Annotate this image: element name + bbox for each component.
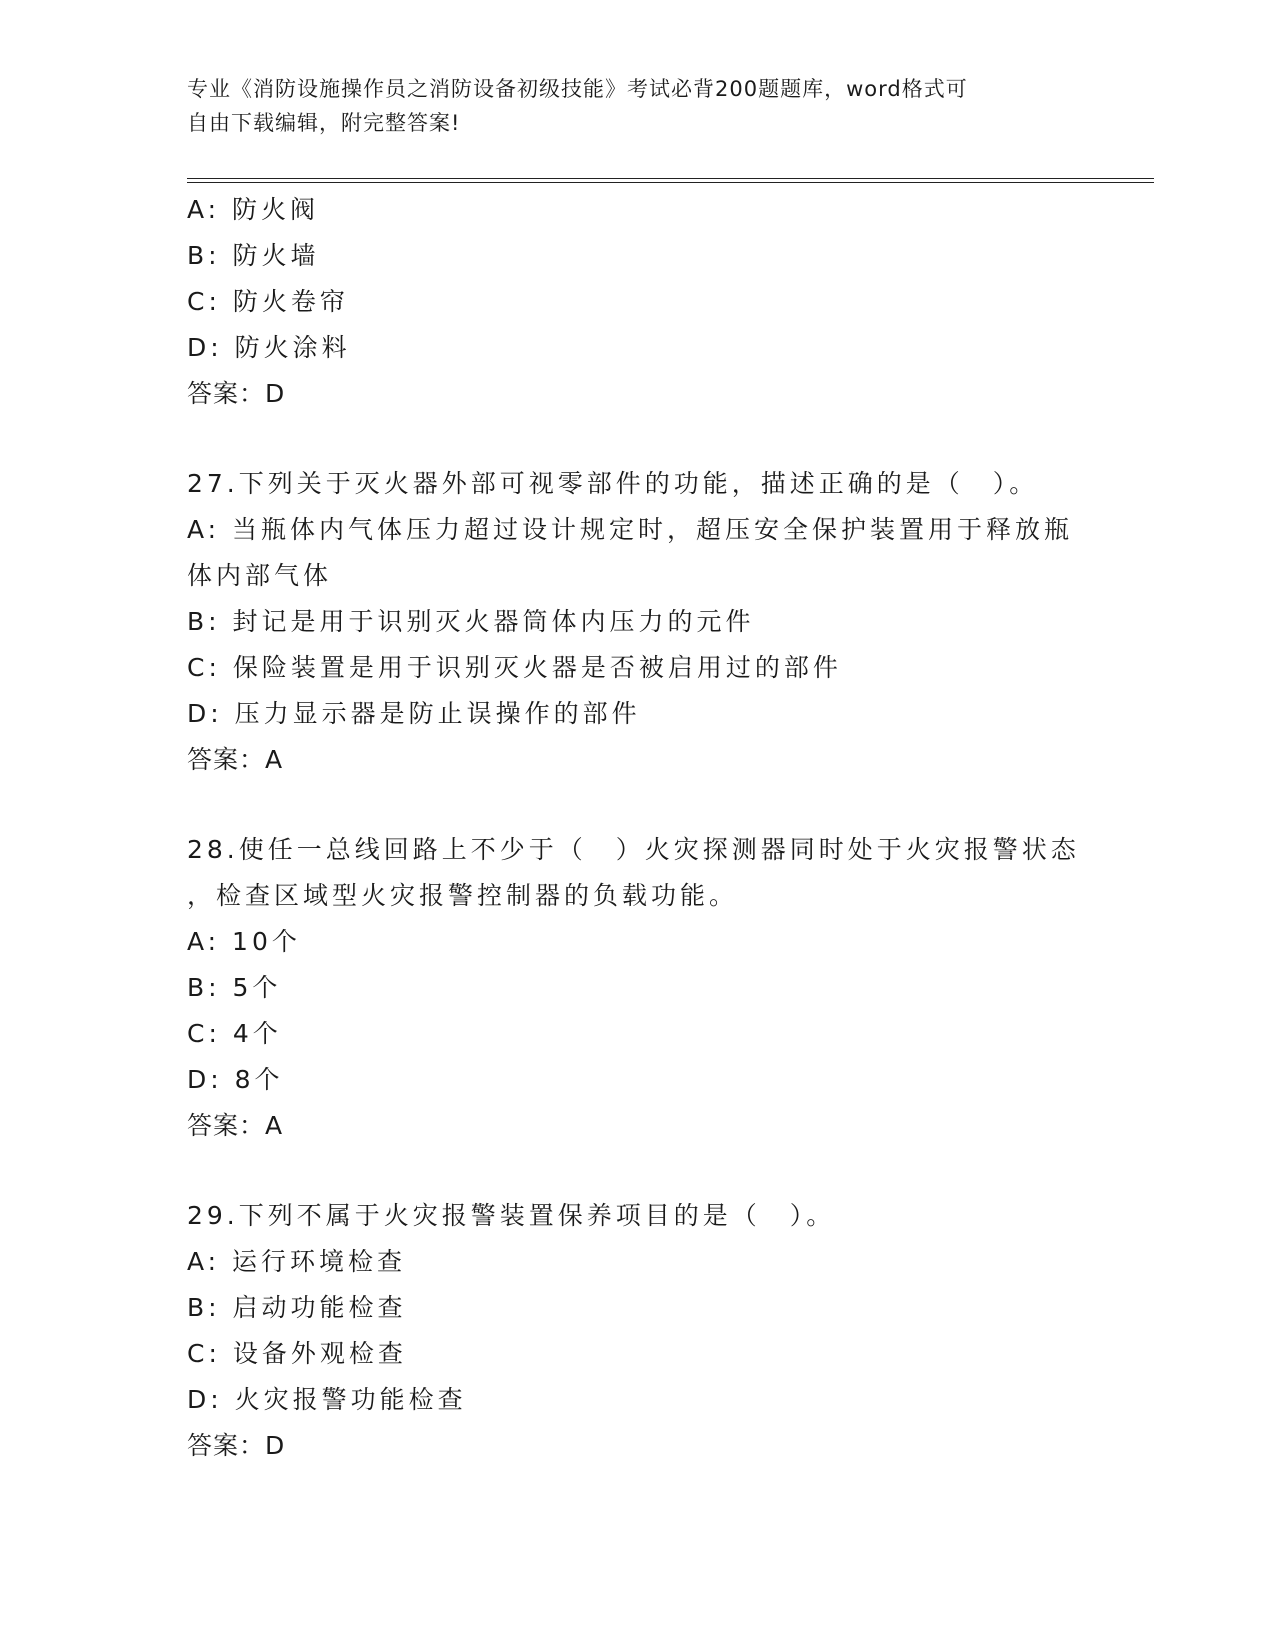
question-27-block bbox=[187, 461, 1077, 783]
header-line-2: 自由下载编辑，附完整答案! bbox=[187, 111, 461, 135]
question-27-stem: 27.下列关于灭火器外部可视零部件的功能，描述正确的是（ ）。 bbox=[187, 469, 1039, 498]
question-29-option-a: A: 运行环境检查 bbox=[187, 1247, 407, 1276]
question-28-answer: 答案：A bbox=[187, 1111, 284, 1140]
question-28-option-c: C: 4个 bbox=[187, 1019, 282, 1048]
question-29-option-c: C: 设备外观检查 bbox=[187, 1339, 407, 1368]
question-28-option-d: D: 8个 bbox=[187, 1065, 284, 1094]
header-line-1: 专业《消防设施操作员之消防设备初级技能》考试必背200题题库，word格式可 bbox=[187, 77, 968, 101]
question-list bbox=[187, 187, 1080, 1469]
question-29-option-d: D: 火灾报警功能检查 bbox=[187, 1385, 467, 1414]
document-header bbox=[187, 72, 1087, 140]
spacer bbox=[187, 1149, 1077, 1193]
question-27-answer: 答案：A bbox=[187, 745, 284, 774]
question-28-option-b: B: 5个 bbox=[187, 973, 282, 1002]
header-divider-top bbox=[187, 178, 1154, 179]
question-28-stem-cont: ，检查区域型火灾报警控制器的负载功能。 bbox=[187, 881, 739, 910]
question-27-option-c: C: 保险装置是用于识别灭火器是否被启用过的部件 bbox=[187, 653, 842, 682]
question-26-option-a: A: 防火阀 bbox=[187, 195, 320, 224]
question-26-answer: 答案：D bbox=[187, 379, 286, 408]
header-divider-bottom bbox=[187, 182, 1154, 183]
question-26-option-c: C: 防火卷帘 bbox=[187, 287, 349, 316]
question-26-block bbox=[187, 187, 1077, 417]
question-29-answer: 答案：D bbox=[187, 1431, 286, 1460]
question-29-option-b: B: 启动功能检查 bbox=[187, 1293, 407, 1322]
question-27-option-a-cont: 体内部气体 bbox=[187, 561, 333, 590]
question-26-option-b: B: 防火墙 bbox=[187, 241, 320, 270]
question-28-block bbox=[187, 827, 1080, 1149]
question-28-option-a: A: 10个 bbox=[187, 927, 301, 956]
question-27-option-b: B: 封记是用于识别灭火器筒体内压力的元件 bbox=[187, 607, 755, 636]
question-29-block bbox=[187, 1193, 1077, 1469]
spacer bbox=[187, 783, 1077, 827]
question-26-option-d: D: 防火涂料 bbox=[187, 333, 351, 362]
question-28-stem: 28.使任一总线回路上不少于（ ）火灾探测器同时处于火灾报警状态 bbox=[187, 835, 1080, 864]
spacer bbox=[187, 417, 1077, 461]
question-27-option-d: D: 压力显示器是防止误操作的部件 bbox=[187, 699, 641, 728]
question-29-stem: 29.下列不属于火灾报警装置保养项目的是（ ）。 bbox=[187, 1201, 836, 1230]
question-27-option-a: A: 当瓶体内气体压力超过设计规定时，超压安全保护装置用于释放瓶 bbox=[187, 515, 1074, 544]
